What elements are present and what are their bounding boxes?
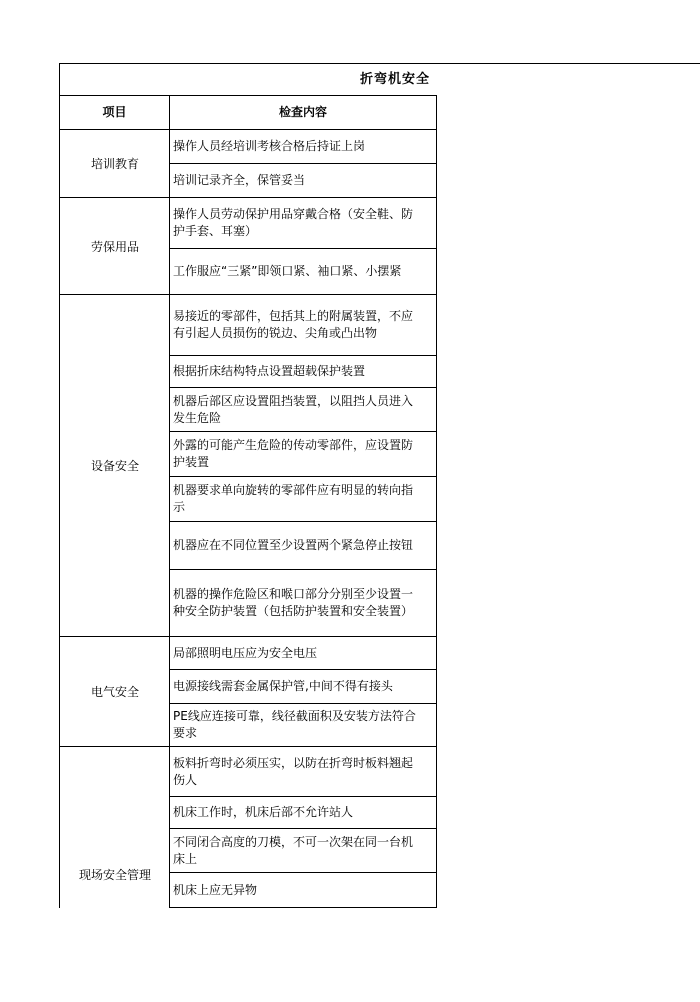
check-item [170,797,436,828]
check-item-text: 机器应在不同位置至少设置两个紧急停止按钮 [173,538,414,552]
check-item [170,637,436,669]
check-item-text: 根据折床结构特点设置超载保护装置 [173,364,366,378]
check-item [170,704,436,746]
check-item-text: 局部照明电压应为安全电压 [173,645,318,660]
check-item-text: 易接近的零部件，包括其上的附属装置，不应 有引起人员损伤的锐边、尖角或凸出物 [173,309,414,340]
border-top [59,63,700,64]
check-item-text: 机床工作时，机床后部不允许站人 [173,805,354,819]
header-content: 检查内容 [278,105,327,119]
check-item-text: 机床上应无异物 [173,883,258,897]
check-item [170,198,436,248]
check-item [170,670,436,703]
check-item-text: 板料折弯时必须压实，以防在折弯时板料翘起 伤人 [173,755,414,787]
check-item [170,130,436,163]
check-item [170,522,436,569]
category-ppe: 劳保用品 [90,239,139,254]
check-item-text: 机器的操作危险区和喉口部分分别至少设置一 种安全防护装置（包括防护装置和安全装置） [173,587,414,618]
check-item [170,747,436,796]
check-item-text: 机器要求单向旋转的零部件应有明显的转向指 示 [173,483,414,514]
category-training: 培训教育 [90,157,139,171]
check-item [170,388,436,431]
check-item-text: 操作人员经培训考核合格后持证上岗 [173,139,366,153]
category-equipment: 设备安全 [90,459,139,473]
check-item-text: 培训记录齐全，保管妥当 [173,173,306,187]
check-item [170,249,436,294]
check-item [170,164,436,197]
header-project: 项目 [102,105,127,119]
right-edge-line [436,95,437,908]
check-item [170,829,436,872]
check-item-text: PE线应连接可靠，线径截面积及安装方法符合 要求 [173,709,416,740]
sheet-title: 折弯机安全 [360,72,431,87]
check-item-text: 操作人员劳动保护用品穿戴合格（安全鞋、防 护手套、耳塞） [173,207,414,238]
check-item-text: 外露的可能产生危险的传动零部件，应设置防 护装置 [173,438,414,469]
check-item-text: 工作服应“三紧”即领口紧、袖口紧、小摆紧 [173,264,402,278]
check-item-text: 不同闭合高度的刀模，不可一次架在同一台机 床上 [173,834,414,866]
check-item [170,432,436,476]
check-item [170,295,436,355]
check-item [170,570,436,636]
check-item-text: 电源接线需套金属保护管,中间不得有接头 [173,679,393,693]
category-site-management: 现场安全管理 [78,868,151,882]
check-item-text: 机器后部区应设置阻挡装置，以阻挡人员进入 发生危险 [173,393,414,425]
row-divider [170,907,437,908]
check-item [170,873,436,908]
check-item [170,356,436,387]
category-electrical: 电气安全 [90,685,139,699]
check-item [170,477,436,521]
